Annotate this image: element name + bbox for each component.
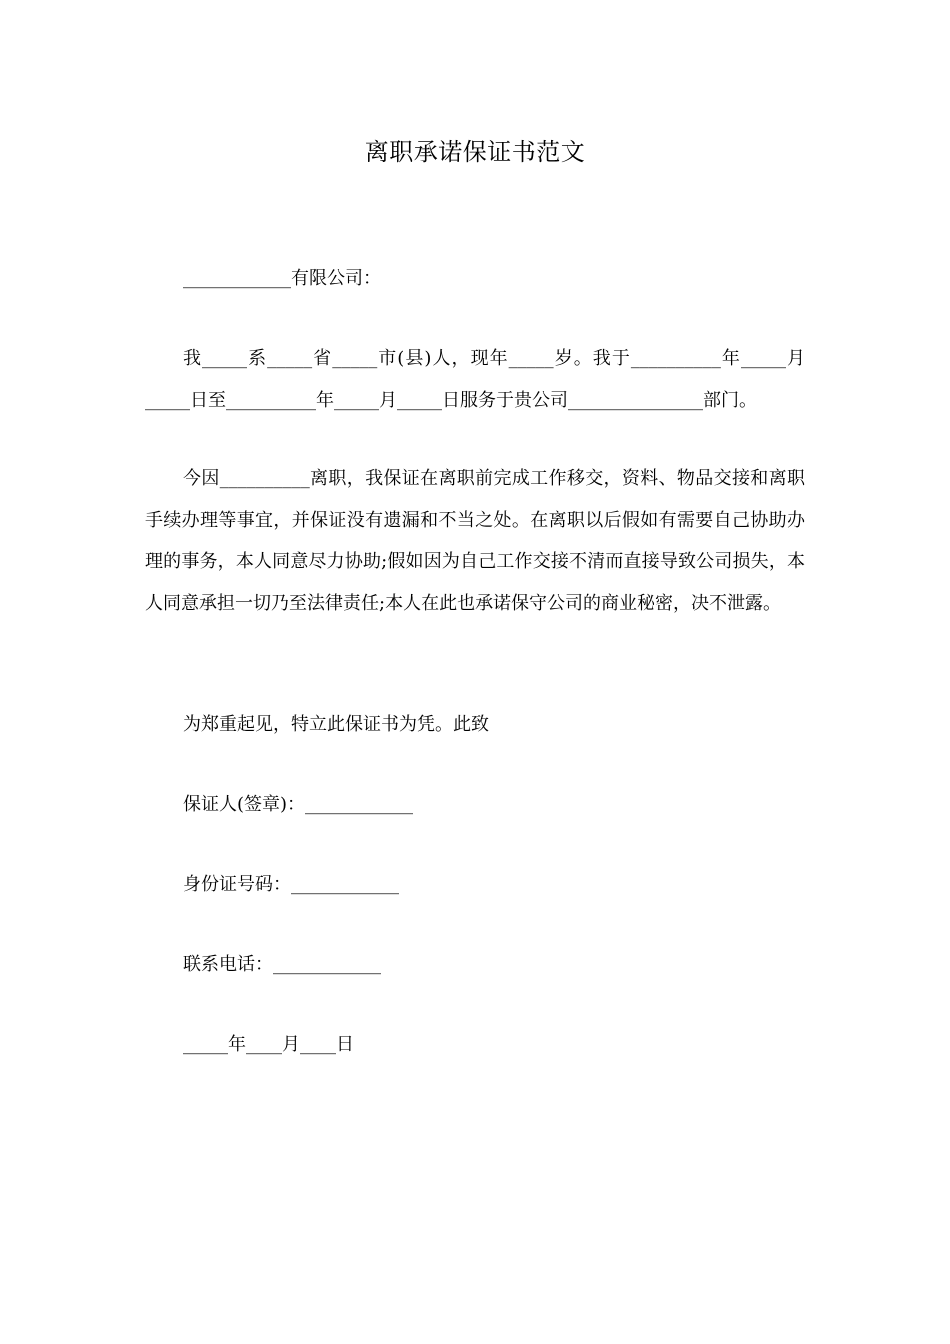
- page-title: 离职承诺保证书范文: [364, 138, 586, 166]
- id-number-field: 身份证号码：____________: [183, 874, 399, 895]
- body-paragraph: 今因__________离职，我保证在离职前完成工作移交，资料、物品交接和离职手续办理等事宜，并保证没有遗漏和不当之处。在离职以后假如有需要自己协助办理的事务，本人同意尽力协助;假如因为自己工作交接不清而直接导致公司损失，本人同意承担一切乃至法律责任;本人在此也承诺保守公司的商业秘密，决不泄露。: [145, 468, 805, 614]
- date-field: _____年____月____日: [183, 1034, 354, 1055]
- phone-field: 联系电话：____________: [183, 954, 381, 975]
- closing-line: 为郑重起见，特立此保证书为凭。此致: [183, 714, 489, 735]
- signer-field: 保证人(签章)：____________: [183, 794, 414, 815]
- intro-paragraph: 我_____系_____省_____市(县)人，现年_____岁。我于__________年_____月_____日至__________年_____月_____日服务于贵公司_______________部门。: [145, 348, 805, 411]
- salutation-line: ____________有限公司：: [183, 268, 381, 289]
